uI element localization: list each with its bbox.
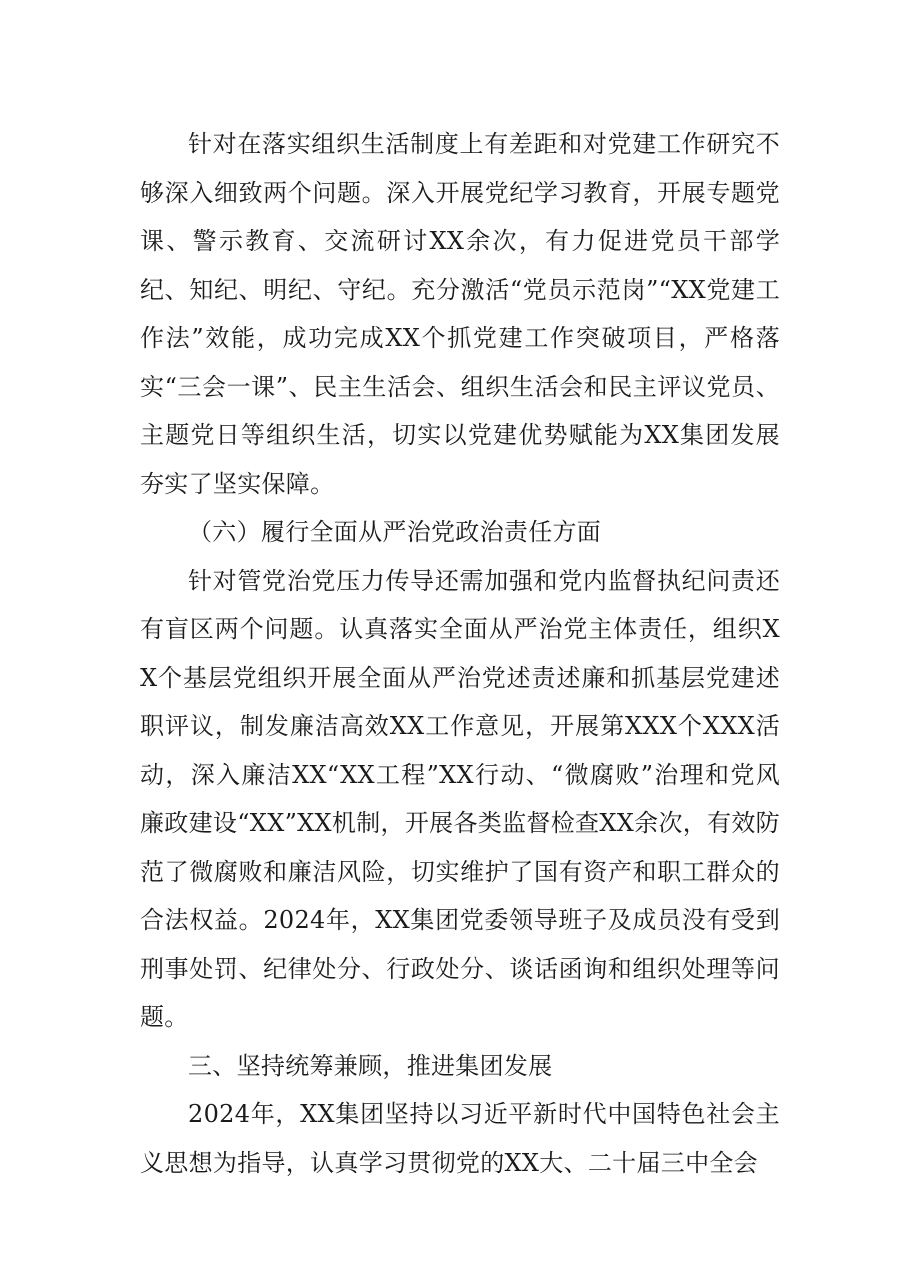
section-heading-six: （六）履行全面从严治党政治责任方面 — [188, 518, 602, 546]
paragraph-party-life: 针对在落实组织生活制度上有差距和对党建工作研究不够深入细致两个问题。深入开展党纪学习教育，开展专题党课、警示教育、交流研讨XX余次，有力促进党员干部学纪、知纪、明纪、守纪。充分激活“党员示范岗”“XX党建工作法”效能，成功完成XX个抓党建工作突破项目，严格落实“三会一课”、民主生活会、组织生活会和民主评议党员、主题党日等组织生活，切实以党建优势赋能为XX集团发展夯实了坚实保障。 — [140, 130, 780, 498]
paragraph-group-development: 2024年，XX集团坚持以习近平新时代中国特色社会主义思想为指导，认真学习贯彻党的XX大、二十届三中全会 — [140, 1100, 780, 1177]
paragraph-strict-governance: 针对管党治党压力传导还需加强和党内监督执纪问责还有盲区两个问题。认真落实全面从严治党主体责任，组织XX个基层党组织开展全面从严治党述责述廉和抓基层党建述职评议，制发廉洁高效XX工作意见，开展第XXX个XXX活动，深入廉洁XX“XX工程”XX行动、“微腐败”治理和党风廉政建设“XX”XX机制，开展各类监督检查XX余次，有效防范了微腐败和廉洁风险，切实维护了国有资产和职工群众的合法权益。2024年，XX集团党委领导班子及成员没有受到刑事处罚、纪律处分、行政处分、谈话函询和组织处理等问题。 — [140, 566, 780, 1031]
document-body — [140, 120, 780, 1187]
section-heading-three: 三、坚持统筹兼顾，推进集团发展 — [188, 1051, 553, 1080]
